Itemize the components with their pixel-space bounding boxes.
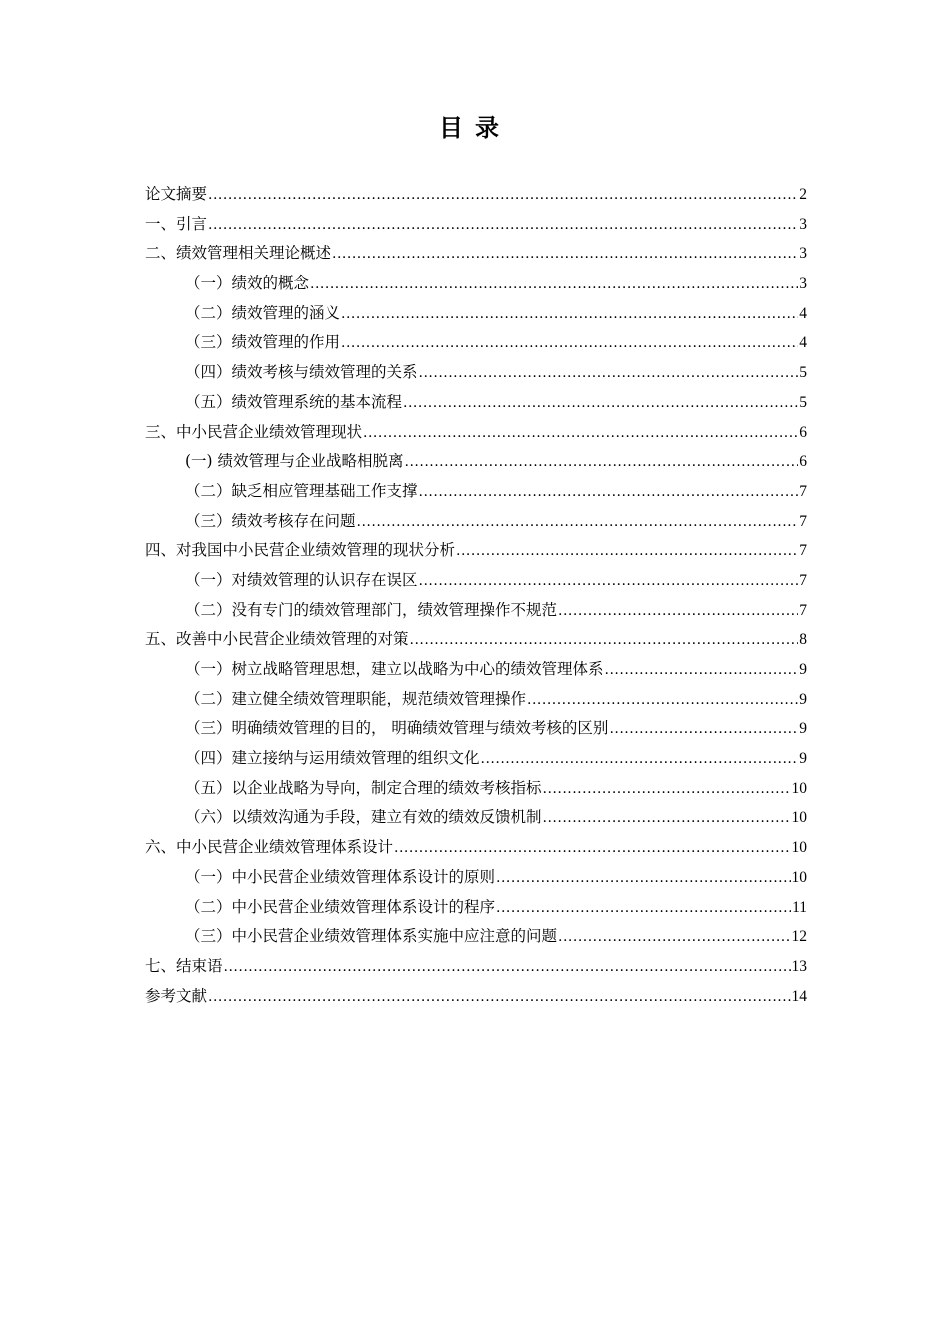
toc-entry[interactable] (145, 358, 807, 388)
toc-dot-leader (558, 597, 798, 627)
toc-entry-page-number: 4 (799, 304, 807, 322)
toc-entry-page-number: 7 (799, 482, 807, 500)
toc-entry-title: 五、改善中小民营企业绩效管理的对策 (145, 630, 409, 649)
toc-dot-leader (496, 864, 790, 894)
toc-dot-leader (410, 626, 799, 656)
toc-entry[interactable] (145, 180, 807, 210)
toc-entry[interactable] (145, 210, 807, 240)
toc-entry-page-number: 9 (799, 750, 807, 768)
toc-entry-page-number: 10 (791, 809, 807, 827)
toc-dot-leader (403, 389, 798, 419)
toc-entry-page-number: 8 (799, 631, 807, 649)
toc-entry-title: （二）建立健全绩效管理职能，规范绩效管理操作 (185, 689, 527, 708)
toc-entry-page-number: 4 (799, 334, 807, 352)
toc-entry[interactable] (145, 299, 807, 329)
toc-dot-leader (456, 537, 798, 567)
toc-dot-leader (357, 508, 799, 538)
toc-dot-leader (419, 567, 799, 597)
toc-entry-title: （二）绩效管理的涵义 (185, 303, 341, 322)
toc-dot-leader (481, 745, 799, 775)
toc-entry-page-number: 9 (799, 720, 807, 738)
toc-entry-title: 一、引言 (145, 214, 208, 233)
toc-dot-leader (543, 804, 791, 834)
toc-entry[interactable] (145, 447, 807, 477)
toc-dot-leader (405, 448, 799, 478)
toc-dot-leader (605, 656, 799, 686)
toc-entry-title: （五）以企业战略为导向，制定合理的绩效考核指标 (185, 778, 542, 797)
toc-entry-page-number: 3 (799, 245, 807, 263)
toc-entry-title: 论文摘要 (145, 185, 208, 203)
toc-entry[interactable] (145, 269, 807, 299)
toc-entry[interactable] (145, 477, 807, 507)
toc-entry-page-number: 9 (799, 690, 807, 708)
toc-entry[interactable] (145, 418, 807, 448)
toc-dot-leader (543, 775, 791, 805)
toc-entry-page-number: 10 (791, 868, 807, 886)
toc-entry-title: 六、中小民营企业绩效管理体系设计 (145, 838, 394, 857)
toc-entry-page-number: 7 (799, 601, 807, 619)
toc-entry-title: （三）绩效考核存在问题 (185, 511, 356, 530)
toc-dot-leader (363, 419, 798, 449)
toc-entry[interactable] (145, 833, 807, 863)
toc-entry-title: （四）建立接纳与运用绩效管理的组织文化 (185, 749, 480, 768)
toc-entry[interactable] (145, 744, 807, 774)
toc-entry-page-number: 9 (799, 661, 807, 678)
toc-entry[interactable] (145, 982, 807, 1012)
toc-entry[interactable] (145, 893, 807, 923)
toc-entry[interactable] (145, 507, 807, 537)
toc-entry-title: （二）中小民营企业绩效管理体系设计的程序 (185, 897, 496, 916)
toc-dot-leader (224, 953, 791, 983)
toc-entry-page-number: 10 (791, 839, 807, 857)
toc-entry[interactable] (145, 922, 807, 952)
toc-entry-title: 参考文献 (145, 986, 208, 1005)
toc-entry[interactable] (145, 655, 807, 685)
toc-entry-page-number: 7 (799, 571, 807, 589)
toc-entry-title: （三）中小民营企业绩效管理体系实施中应注意的问题 (185, 927, 558, 946)
toc-entry[interactable] (145, 388, 807, 418)
toc-entry-title: （三）明确绩效管理的目的， 明确绩效管理与绩效考核的区别 (185, 719, 609, 738)
toc-entry[interactable] (145, 774, 807, 804)
toc-entry-page-number: 12 (791, 928, 807, 946)
page-title: 目录 (439, 113, 511, 142)
toc-dot-leader (419, 478, 799, 508)
toc-entry[interactable] (145, 803, 807, 833)
toc-entry-title: （一）中小民营企业绩效管理体系设计的原则 (185, 867, 496, 886)
toc-entry-page-number: 11 (792, 898, 807, 916)
toc-dot-leader (208, 211, 798, 241)
toc-entry-title: （一）对绩效管理的认识存在误区 (185, 570, 418, 589)
toc-entry[interactable] (145, 536, 807, 566)
toc-entry[interactable] (145, 625, 807, 655)
toc-entry-page-number: 6 (799, 423, 807, 441)
toc-entry-page-number: 3 (799, 215, 807, 233)
toc-dot-leader (208, 983, 790, 1013)
toc-dot-leader (208, 181, 798, 211)
toc-entry-page-number: 13 (791, 957, 807, 975)
toc-entry-page-number: 10 (791, 779, 807, 797)
toc-entry-title: （一）绩效的概念 (185, 274, 310, 293)
toc-dot-leader (341, 300, 798, 330)
toc-entry-title: 二、绩效管理相关理论概述 (145, 244, 332, 263)
toc-entry[interactable] (145, 566, 807, 596)
toc-entry-page-number: 5 (799, 364, 807, 382)
toc-entry-title: 三、中小民营企业绩效管理现状 (145, 422, 363, 441)
toc-entry[interactable] (145, 328, 807, 358)
toc-entry-title: 四、对我国中小民营企业绩效管理的现状分析 (145, 541, 456, 560)
toc-entry-page-number: 3 (799, 275, 807, 293)
toc-dot-leader (394, 834, 790, 864)
toc-entry[interactable] (145, 685, 807, 715)
toc-entry-title: （五）绩效管理系统的基本流程 (185, 392, 403, 411)
toc-dot-leader (419, 359, 799, 389)
toc-entry[interactable] (145, 239, 807, 269)
toc-entry[interactable] (145, 952, 807, 982)
toc-entry[interactable] (145, 863, 807, 893)
toc-dot-leader (558, 923, 790, 953)
toc-dot-leader (496, 894, 791, 924)
toc-entry-page-number: 14 (791, 987, 807, 1005)
toc-entry-title: （四）绩效考核与绩效管理的关系 (185, 363, 418, 382)
table-of-contents (145, 180, 807, 1011)
toc-entry[interactable] (145, 714, 807, 744)
toc-dot-leader (527, 686, 798, 716)
toc-dot-leader (332, 240, 798, 270)
toc-entry-title: （二）缺乏相应管理基础工作支撑 (185, 481, 418, 500)
toc-entry-page-number: 7 (799, 512, 807, 530)
toc-dot-leader (310, 270, 798, 300)
toc-entry-page-number: 6 (799, 453, 807, 471)
toc-entry[interactable] (145, 596, 807, 626)
toc-dot-leader (609, 715, 798, 745)
toc-entry-title: （二）没有专门的绩效管理部门，绩效管理操作不规范 (185, 600, 558, 619)
toc-entry-page-number: 7 (799, 542, 807, 560)
toc-dot-leader (341, 329, 798, 359)
toc-entry-title: （一）树立战略管理思想，建立以战略为中心的绩效管理体系 (185, 660, 604, 678)
toc-entry-page-number: 2 (799, 186, 807, 203)
toc-entry-page-number: 5 (799, 393, 807, 411)
toc-entry-title: （六）以绩效沟通为手段，建立有效的绩效反馈机制 (185, 808, 542, 827)
toc-entry-title: 七、结束语 (145, 956, 223, 975)
toc-entry-title: (一) 绩效管理与企业战略相脱离 (185, 452, 404, 471)
toc-entry-title: （三）绩效管理的作用 (185, 333, 341, 352)
